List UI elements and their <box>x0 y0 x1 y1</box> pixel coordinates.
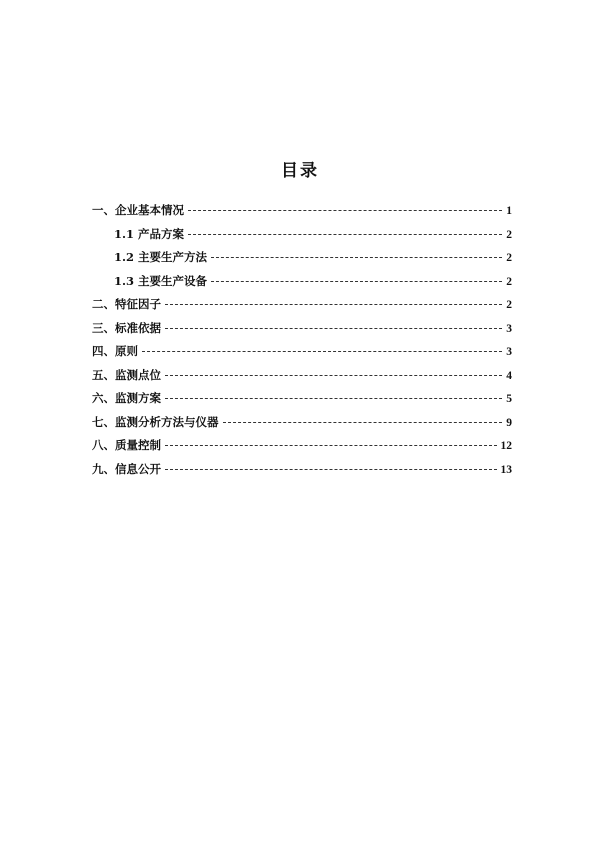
toc-entry-analysis-methods[interactable] <box>92 414 512 438</box>
toc-entry-enterprise-info[interactable] <box>92 202 512 226</box>
toc-page-number: 12 <box>500 440 512 452</box>
toc-page-number: 5 <box>506 393 512 405</box>
toc-dot-leader <box>142 351 502 352</box>
toc-dot-leader <box>211 281 502 282</box>
toc-entry-text: 八、质量控制 <box>92 438 161 452</box>
toc-entry-text: 二、特征因子 <box>92 297 161 311</box>
table-of-contents <box>92 202 512 484</box>
toc-title: 目录 <box>281 161 319 181</box>
toc-entry-production-equipment[interactable] <box>92 273 512 297</box>
toc-entry-principles[interactable] <box>92 343 512 367</box>
toc-entry-standards-basis[interactable] <box>92 320 512 344</box>
toc-entry-product-plan[interactable] <box>92 226 512 250</box>
toc-page-number: 3 <box>506 346 512 358</box>
toc-dot-leader <box>223 422 503 423</box>
toc-dot-leader <box>165 304 502 305</box>
toc-entry-production-methods[interactable] <box>92 249 512 273</box>
toc-page-number: 2 <box>506 299 512 311</box>
toc-dot-leader <box>165 375 502 376</box>
toc-dot-leader <box>188 234 502 235</box>
toc-entry-monitoring-points[interactable] <box>92 367 512 391</box>
toc-entry-characteristic-factors[interactable] <box>92 296 512 320</box>
toc-entry-text: 1.2 主要生产方法 <box>114 250 208 264</box>
toc-entry-text: 1.1 产品方案 <box>114 226 185 241</box>
toc-dot-leader <box>165 328 502 329</box>
toc-entry-text: 一、企业基本情况 <box>92 203 184 217</box>
toc-page-number: 2 <box>506 228 512 241</box>
toc-page-number: 9 <box>506 416 512 429</box>
toc-page-number: 13 <box>500 463 512 476</box>
toc-entry-information-disclosure[interactable] <box>92 461 512 485</box>
toc-page-number: 2 <box>506 275 512 288</box>
toc-dot-leader <box>188 210 502 211</box>
toc-dot-leader <box>165 445 497 446</box>
toc-entry-text: 七、监测分析方法与仪器 <box>92 414 219 429</box>
toc-dot-leader <box>165 469 497 470</box>
toc-entry-text: 三、标准依据 <box>92 320 161 335</box>
toc-page-number: 4 <box>506 369 512 382</box>
toc-dot-leader <box>165 398 502 399</box>
toc-entry-text: 1.3 主要生产设备 <box>114 273 208 288</box>
toc-dot-leader <box>211 257 502 258</box>
toc-page-number: 2 <box>506 252 512 264</box>
toc-entry-text: 四、原则 <box>92 344 138 358</box>
toc-entry-text: 五、监测点位 <box>92 367 161 382</box>
toc-page-number: 1 <box>506 205 512 217</box>
toc-entry-text: 九、信息公开 <box>92 461 161 476</box>
toc-entry-text: 六、监测方案 <box>92 391 161 405</box>
toc-entry-monitoring-plan[interactable] <box>92 390 512 414</box>
toc-page-number: 3 <box>506 322 512 335</box>
toc-entry-quality-control[interactable] <box>92 437 512 461</box>
